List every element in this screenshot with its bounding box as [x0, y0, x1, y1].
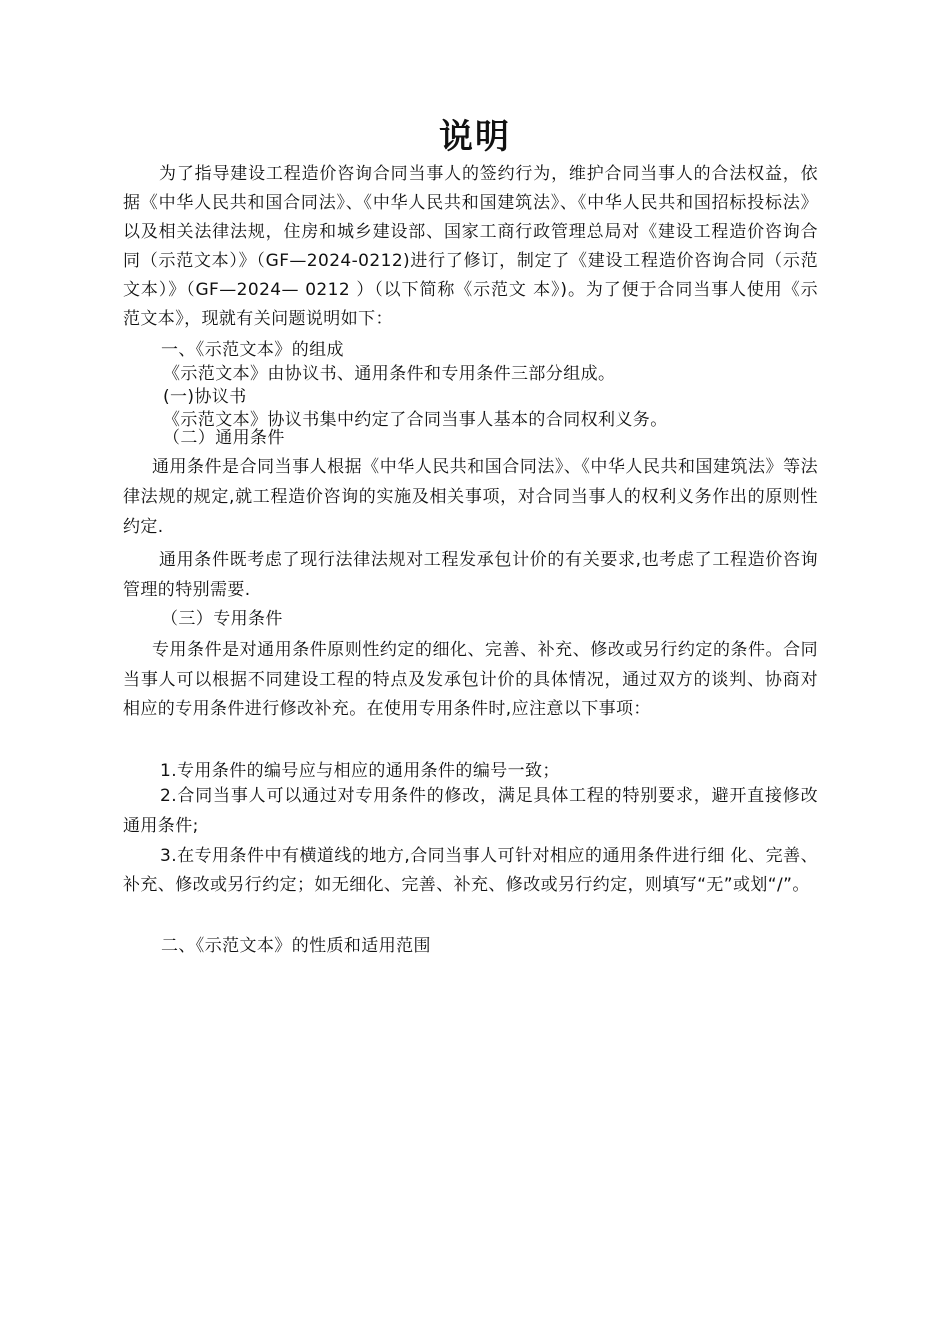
general-conditions-paragraph-2: 通用条件既考虑了现行法律法规对工程发承包计价的有关要求,也考虑了工程造价咨询管理的特别需要. [123, 550, 818, 600]
special-conditions-paragraph: 专用条件是对通用条件原则性约定的细化、完善、补充、修改或另行约定的条件。合同当事人可以根据不同建设工程的特点及发承包计价的具体情况，通过双方的谈判、协商对相应的专用条件进行修改补充。在使用专用条件时,应注意以下事项： [123, 640, 818, 719]
page-title: 说明 [439, 117, 511, 157]
intro-paragraph: 为了指导建设工程造价咨询合同当事人的签约行为，维护合同当事人的合法权益，依据《中华人民共和国合同法》、《中华人民共和国建筑法》、《中华人民共和国招标投标法》以及相关法律法规，住房和城乡建设部、国家工商行政管理总局对《建设工程造价咨询合同（示范文本）》（GF—2024-0212)进行了修订，制定了《建设工程造价咨询合同（示范文本）》（GF—2024— 0212 ）（以下简称《示范文 本》)。为了便于合同当事人使用《示范文本》，现就有关问题说明如下： [123, 164, 818, 329]
section1-heading: 一、《示范文本》的组成 [161, 340, 344, 360]
agreement-heading: (一)协议书 [163, 387, 247, 407]
agreement-body: 《示范文本》协议书集中约定了合同当事人基本的合同权利义务。 [163, 410, 668, 430]
general-conditions-paragraph-1: 通用条件是合同当事人根据《中华人民共和国合同法》、《中华人民共和国建筑法》等法律法规的规定,就工程造价咨询的实施及相关事项，对合同当事人的权利义务作出的原则性约定. [123, 457, 818, 537]
list-item: 3.在专用条件中有横道线的地方,合同当事人可针对相应的通用条件进行细 化、完善、补充、修改或另行约定；如无细化、完善、补充、修改或另行约定，则填写“无”或划“/”。 [123, 846, 818, 895]
general-conditions-heading: （二）通用条件 [163, 428, 285, 448]
list-item: 1.专用条件的编号应与相应的通用条件的编号一致； [160, 761, 560, 781]
section2-heading: 二、《示范文本》的性质和适用范围 [161, 936, 431, 956]
list-item: 2.合同当事人可以通过对专用条件的修改，满足具体工程的特别要求，避开直接修改通用条件; [123, 786, 818, 836]
section1-body: 《示范文本》由协议书、通用条件和专用条件三部分组成。 [163, 364, 616, 384]
special-conditions-heading: （三）专用条件 [161, 609, 283, 629]
